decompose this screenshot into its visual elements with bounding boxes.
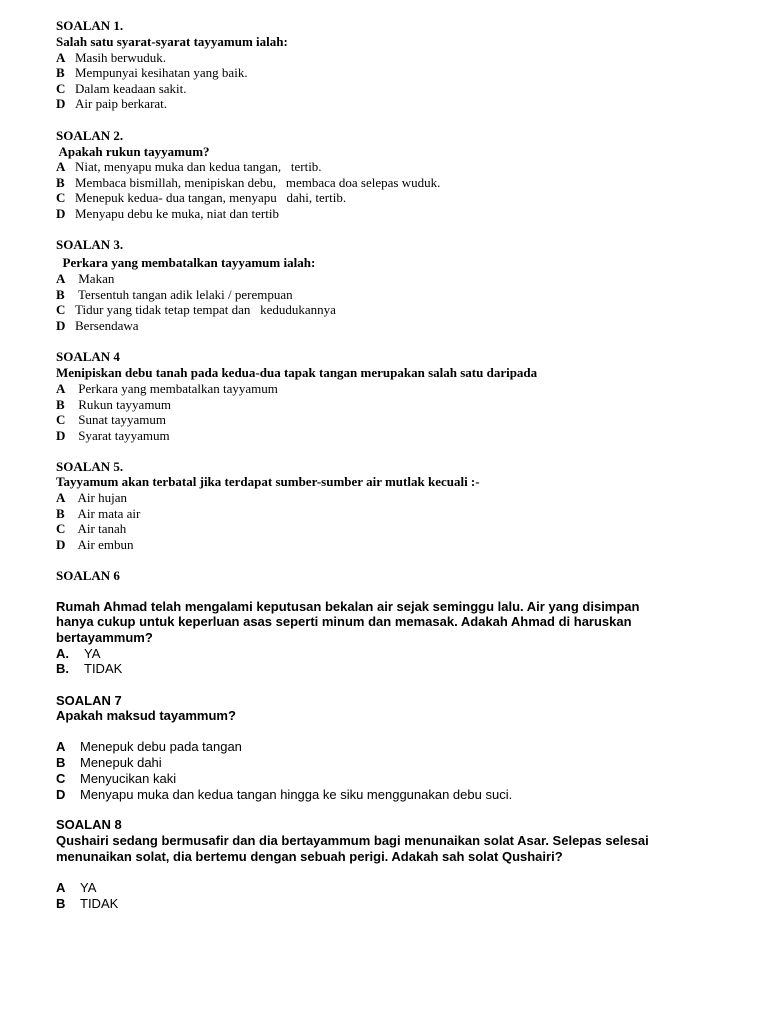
option-letter: C xyxy=(56,412,66,427)
question-2-text: Apakah rukun tayyamum? xyxy=(56,144,210,159)
option-text: Air mata air xyxy=(75,506,141,521)
question-3-option-a xyxy=(56,271,114,287)
option-letter: A xyxy=(56,381,66,396)
option-text: Air hujan xyxy=(75,490,127,505)
question-7-heading: SOALAN 7 xyxy=(56,693,122,708)
option-letter: B xyxy=(56,397,65,412)
question-2-option-d xyxy=(56,206,279,222)
question-7-option-c xyxy=(56,771,176,787)
option-letter: A xyxy=(56,880,66,895)
question-5-option-a xyxy=(56,490,127,506)
option-text: Mempunyai kesihatan yang baik. xyxy=(75,65,248,80)
question-4-option-a xyxy=(56,381,278,397)
option-text: Menepuk debu pada tangan xyxy=(80,739,242,754)
option-letter: A. xyxy=(56,646,69,661)
question-3-heading: SOALAN 3. xyxy=(56,237,124,252)
question-4-text: Menipiskan debu tanah pada kedua-dua tapak tangan merupakan salah satu daripada xyxy=(56,365,538,380)
question-6-heading: SOALAN 6 xyxy=(56,568,120,583)
question-1-option-a xyxy=(56,50,166,66)
option-letter: C xyxy=(56,771,66,786)
option-text: Menyapu debu ke muka, niat dan tertib xyxy=(75,206,279,221)
question-8-option-a xyxy=(56,880,96,896)
option-text: Perkara yang membatalkan tayyamum xyxy=(75,381,278,396)
option-letter: D xyxy=(56,96,66,111)
option-letter: D xyxy=(56,537,66,552)
question-7-option-a xyxy=(56,739,242,755)
option-text: Air paip berkarat. xyxy=(75,96,168,111)
question-1-heading: SOALAN 1. xyxy=(56,18,124,33)
option-letter: C xyxy=(56,521,66,536)
question-4-option-d xyxy=(56,428,170,444)
question-2-heading: SOALAN 2. xyxy=(56,128,124,143)
question-3-option-c xyxy=(56,302,336,318)
question-4-option-c xyxy=(56,412,166,428)
question-7-option-b xyxy=(56,755,162,771)
question-3-text: Perkara yang membatalkan tayyamum ialah: xyxy=(56,255,316,270)
option-text: Menyapu muka dan kedua tangan hingga ke siku menggunakan debu suci. xyxy=(80,787,513,802)
option-text: Menepuk dahi xyxy=(80,755,162,770)
question-6-option-b xyxy=(56,661,122,677)
option-text: Membaca bismillah, menipiskan debu, membaca doa selepas wuduk. xyxy=(75,175,441,190)
option-letter: A xyxy=(56,271,66,286)
question-2-option-b xyxy=(56,175,440,191)
option-letter: D xyxy=(56,318,66,333)
question-6-text-line-1: Rumah Ahmad telah mengalami keputusan bekalan air sejak seminggu lalu. Air yang disimpan xyxy=(56,599,640,614)
option-text: TIDAK xyxy=(80,896,119,911)
option-text: Tidur yang tidak tetap tempat dan kedudukannya xyxy=(75,302,336,317)
option-text: TIDAK xyxy=(84,661,123,676)
option-letter: A xyxy=(56,739,66,754)
question-8-text-line-1: Qushairi sedang bermusafir dan dia bertayammum bagi menunaikan solat Asar. Selepas selesai xyxy=(56,833,649,848)
question-8-heading: SOALAN 8 xyxy=(56,817,122,832)
question-5-option-c xyxy=(56,521,126,537)
option-text: Syarat tayyamum xyxy=(75,428,170,443)
question-5-option-d xyxy=(56,537,134,553)
option-text: Niat, menyapu muka dan kedua tangan, tertib. xyxy=(75,159,322,174)
question-3-option-d xyxy=(56,318,139,334)
option-letter: B xyxy=(56,506,65,521)
question-4-heading: SOALAN 4 xyxy=(56,349,120,364)
question-6-option-a xyxy=(56,646,100,662)
question-3-option-b xyxy=(56,287,293,303)
option-letter: A xyxy=(56,50,66,65)
option-text: Dalam keadaan sakit. xyxy=(75,81,187,96)
question-6-text-line-2: hanya cukup untuk keperluan asas seperti minum dan memasak. Adakah Ahmad di haruskan xyxy=(56,614,632,629)
option-text: Sunat tayyamum xyxy=(75,412,166,427)
question-1-option-c xyxy=(56,81,187,97)
option-letter: C xyxy=(56,81,66,96)
option-letter: B xyxy=(56,175,65,190)
question-4-option-b xyxy=(56,397,171,413)
option-text: YA xyxy=(84,646,101,661)
option-letter: A xyxy=(56,490,66,505)
option-letter: B xyxy=(56,287,65,302)
question-2-option-a xyxy=(56,159,322,175)
option-text: Menyucikan kaki xyxy=(80,771,177,786)
option-text: Bersendawa xyxy=(75,318,139,333)
option-text: Makan xyxy=(75,271,115,286)
option-letter: C xyxy=(56,302,66,317)
question-5-option-b xyxy=(56,506,140,522)
question-8-option-b xyxy=(56,896,118,912)
option-letter: C xyxy=(56,190,66,205)
question-7-text: Apakah maksud tayammum? xyxy=(56,708,236,723)
option-letter: D xyxy=(56,206,66,221)
option-letter: D xyxy=(56,787,66,802)
option-text: Masih berwuduk. xyxy=(75,50,166,65)
question-2-option-c xyxy=(56,190,346,206)
option-letter: D xyxy=(56,428,66,443)
question-1-option-d xyxy=(56,96,167,112)
option-letter: A xyxy=(56,159,66,174)
option-text: Rukun tayyamum xyxy=(75,397,172,412)
question-1-text: Salah satu syarat-syarat tayyamum ialah: xyxy=(56,34,288,49)
option-text: Air embun xyxy=(75,537,134,552)
question-5-text: Tayyamum akan terbatal jika terdapat sumber-sumber air mutlak kecuali :- xyxy=(56,474,480,489)
question-1-option-b xyxy=(56,65,248,81)
option-letter: B xyxy=(56,65,65,80)
option-text: Tersentuh tangan adik lelaki / perempuan xyxy=(75,287,293,302)
question-5-heading: SOALAN 5. xyxy=(56,459,124,474)
option-letter: B. xyxy=(56,661,69,676)
option-letter: B xyxy=(56,755,66,770)
option-letter: B xyxy=(56,896,66,911)
question-7-option-d xyxy=(56,787,512,803)
option-text: Menepuk kedua- dua tangan, menyapu dahi, tertib. xyxy=(75,190,347,205)
question-8-text-line-2: menunaikan solat, dia bertemu dengan sebuah perigi. Adakah sah solat Qushairi? xyxy=(56,849,563,864)
option-text: YA xyxy=(80,880,97,895)
question-6-text-line-3: bertayammum? xyxy=(56,630,153,645)
option-text: Air tanah xyxy=(75,521,127,536)
